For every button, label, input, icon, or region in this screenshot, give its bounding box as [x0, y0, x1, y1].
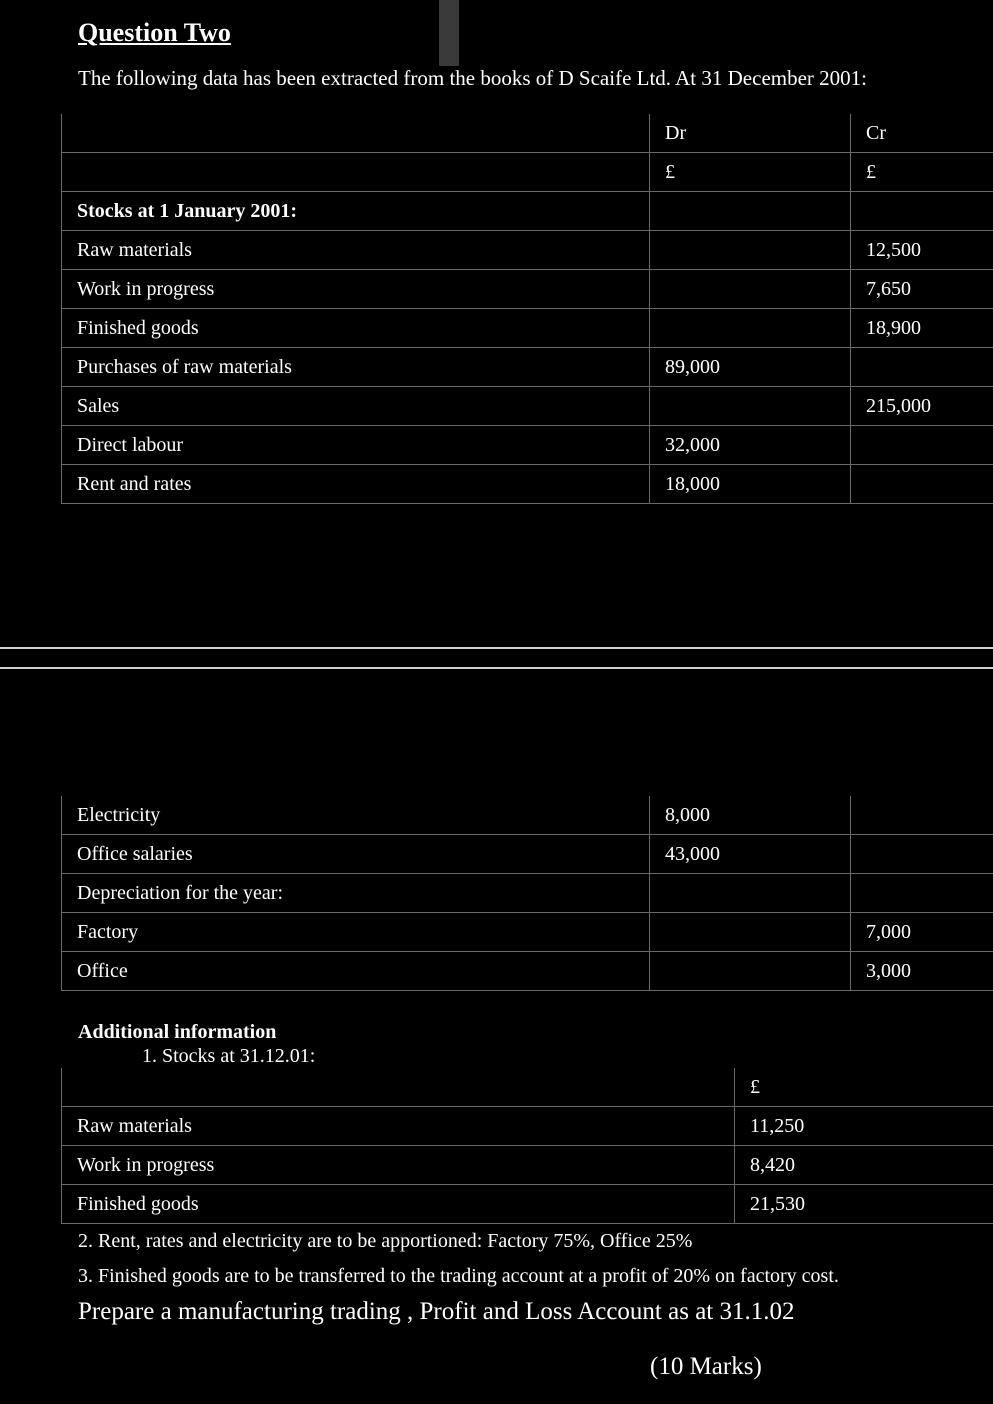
table-row: [62, 348, 993, 387]
row-cr: 7,650: [851, 270, 993, 309]
row-label: Purchases of raw materials: [62, 348, 650, 387]
section-heading: Stocks at 1 January 2001:: [62, 192, 650, 231]
row-dr: [650, 874, 851, 913]
scroll-indicator: [439, 0, 459, 66]
row-dr: 89,000: [650, 348, 851, 387]
ledger-table-top: [61, 114, 993, 504]
closing-stock-table: [61, 1068, 993, 1224]
table-row: [62, 387, 993, 426]
row-dr: [650, 270, 851, 309]
table-row: [62, 952, 993, 991]
row-label: Sales: [62, 387, 650, 426]
table-row: [62, 835, 993, 874]
marks-label: (10 Marks): [650, 1353, 762, 1380]
cr-currency: £: [851, 153, 993, 192]
table-row: [62, 1107, 993, 1146]
blank-header-cell: [62, 114, 650, 153]
dr-currency: £: [650, 153, 851, 192]
row-cr: 18,900: [851, 309, 993, 348]
row-dr: 8,000: [650, 796, 851, 835]
intro-text: The following data has been extracted from the books of D Scaife Ltd. At 31 December 2001:: [78, 66, 868, 90]
row-cr: 3,000: [851, 952, 993, 991]
row-cr: 12,500: [851, 231, 993, 270]
row-label: Raw materials: [62, 231, 650, 270]
row-value: 21,530: [735, 1185, 993, 1224]
row-dr: [650, 387, 851, 426]
row-cr: 215,000: [851, 387, 993, 426]
row-cr: [851, 835, 993, 874]
page-break: [0, 647, 993, 669]
row-value: 11,250: [735, 1107, 993, 1146]
table-row: [62, 426, 993, 465]
dr-header: Dr: [650, 114, 851, 153]
row-cr: [851, 465, 993, 504]
ledger-table-bottom: [61, 796, 993, 991]
row-label: Work in progress: [62, 1146, 735, 1185]
table-row: [62, 913, 993, 952]
table-row: [62, 270, 993, 309]
row-dr: [650, 913, 851, 952]
row-label: Factory: [62, 913, 650, 952]
table-row: [62, 231, 993, 270]
row-cr: 7,000: [851, 913, 993, 952]
note-apportionment: 2. Rent, rates and electricity are to be apportioned: Factory 75%, Office 25%: [78, 1230, 693, 1252]
row-label: Rent and rates: [62, 465, 650, 504]
table-row: [62, 465, 993, 504]
currency-header: £: [735, 1068, 993, 1107]
row-label: Finished goods: [62, 1185, 735, 1224]
row-label: Depreciation for the year:: [62, 874, 650, 913]
question-title: Question Two: [78, 18, 231, 47]
row-label: Direct labour: [62, 426, 650, 465]
row-cr: [851, 874, 993, 913]
blank-header-cell: [62, 1068, 735, 1107]
row-label: Finished goods: [62, 309, 650, 348]
blank-header-cell: [62, 153, 650, 192]
row-dr: [650, 952, 851, 991]
table-row: [62, 309, 993, 348]
row-dr: 32,000: [650, 426, 851, 465]
instruction-text: Prepare a manufacturing trading , Profit and Loss Account as at 31.1.02: [78, 1298, 795, 1325]
table-row: [62, 874, 993, 913]
row-cr: [851, 796, 993, 835]
table-row: [62, 1185, 993, 1224]
row-value: 8,420: [735, 1146, 993, 1185]
stocks-label: 1. Stocks at 31.12.01:: [142, 1045, 316, 1067]
row-cr: [851, 426, 993, 465]
cr-header: Cr: [851, 114, 993, 153]
row-label: Office: [62, 952, 650, 991]
row-label: Electricity: [62, 796, 650, 835]
note-transfer: 3. Finished goods are to be transferred to the trading account at a profit of 20% on factory cost.: [78, 1265, 839, 1287]
table-row: [62, 1146, 993, 1185]
row-label: Work in progress: [62, 270, 650, 309]
row-label: Raw materials: [62, 1107, 735, 1146]
row-label: Office salaries: [62, 835, 650, 874]
additional-info-heading: Additional information: [78, 1021, 277, 1043]
row-dr: 43,000: [650, 835, 851, 874]
row-dr: [650, 309, 851, 348]
row-dr: [650, 231, 851, 270]
row-cr: [851, 348, 993, 387]
table-row: [62, 796, 993, 835]
row-dr: 18,000: [650, 465, 851, 504]
